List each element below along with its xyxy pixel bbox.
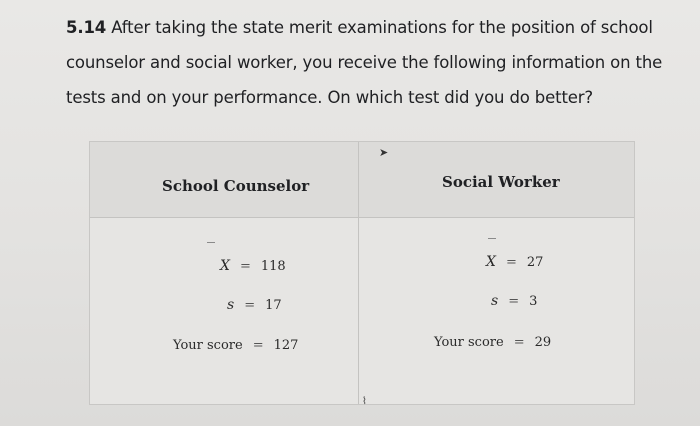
school-counselor-score: [173, 338, 298, 353]
sd-symbol: s: [491, 293, 499, 309]
score-label: Your score: [173, 338, 243, 353]
column-divider: [358, 142, 359, 404]
equals-sign: =: [239, 259, 251, 274]
cursor-arrow-icon: ➤: [379, 146, 389, 159]
score-label: Your score: [434, 335, 504, 350]
sd-value: 17: [265, 298, 282, 313]
equals-sign: =: [505, 255, 517, 270]
sd-value: 3: [529, 294, 538, 309]
mean-value: 118: [260, 259, 286, 274]
sd-symbol: s: [227, 297, 235, 313]
score-value: 127: [273, 338, 299, 353]
social-worker-mean: [486, 254, 543, 270]
mean-symbol: X: [486, 254, 496, 270]
mean-bar-icon: [207, 242, 215, 243]
social-worker-score: [434, 335, 551, 350]
equals-sign: =: [252, 338, 264, 353]
equals-sign: =: [508, 294, 520, 309]
score-value: 29: [534, 335, 552, 350]
social-worker-sd: [491, 293, 537, 309]
question-number: 5.14: [66, 18, 107, 37]
social-worker-heading: Social Worker: [442, 173, 560, 191]
equals-sign: =: [244, 298, 256, 313]
question-text: [66, 10, 686, 115]
question-body: After taking the state merit examinations for the position of school counselor and social worker, you receive the following information on the tests and on your performance. On which test did you do better?: [66, 18, 663, 107]
mean-value: 27: [526, 255, 544, 270]
school-counselor-sd: [227, 297, 282, 313]
equals-sign: =: [513, 335, 525, 350]
stray-mark-icon: ⌇: [362, 396, 367, 407]
school-counselor-mean: [220, 258, 286, 274]
mean-symbol: X: [220, 258, 230, 274]
comparison-table: [89, 141, 635, 405]
school-counselor-heading: School Counselor: [162, 177, 310, 195]
mean-bar-icon: [488, 238, 496, 239]
